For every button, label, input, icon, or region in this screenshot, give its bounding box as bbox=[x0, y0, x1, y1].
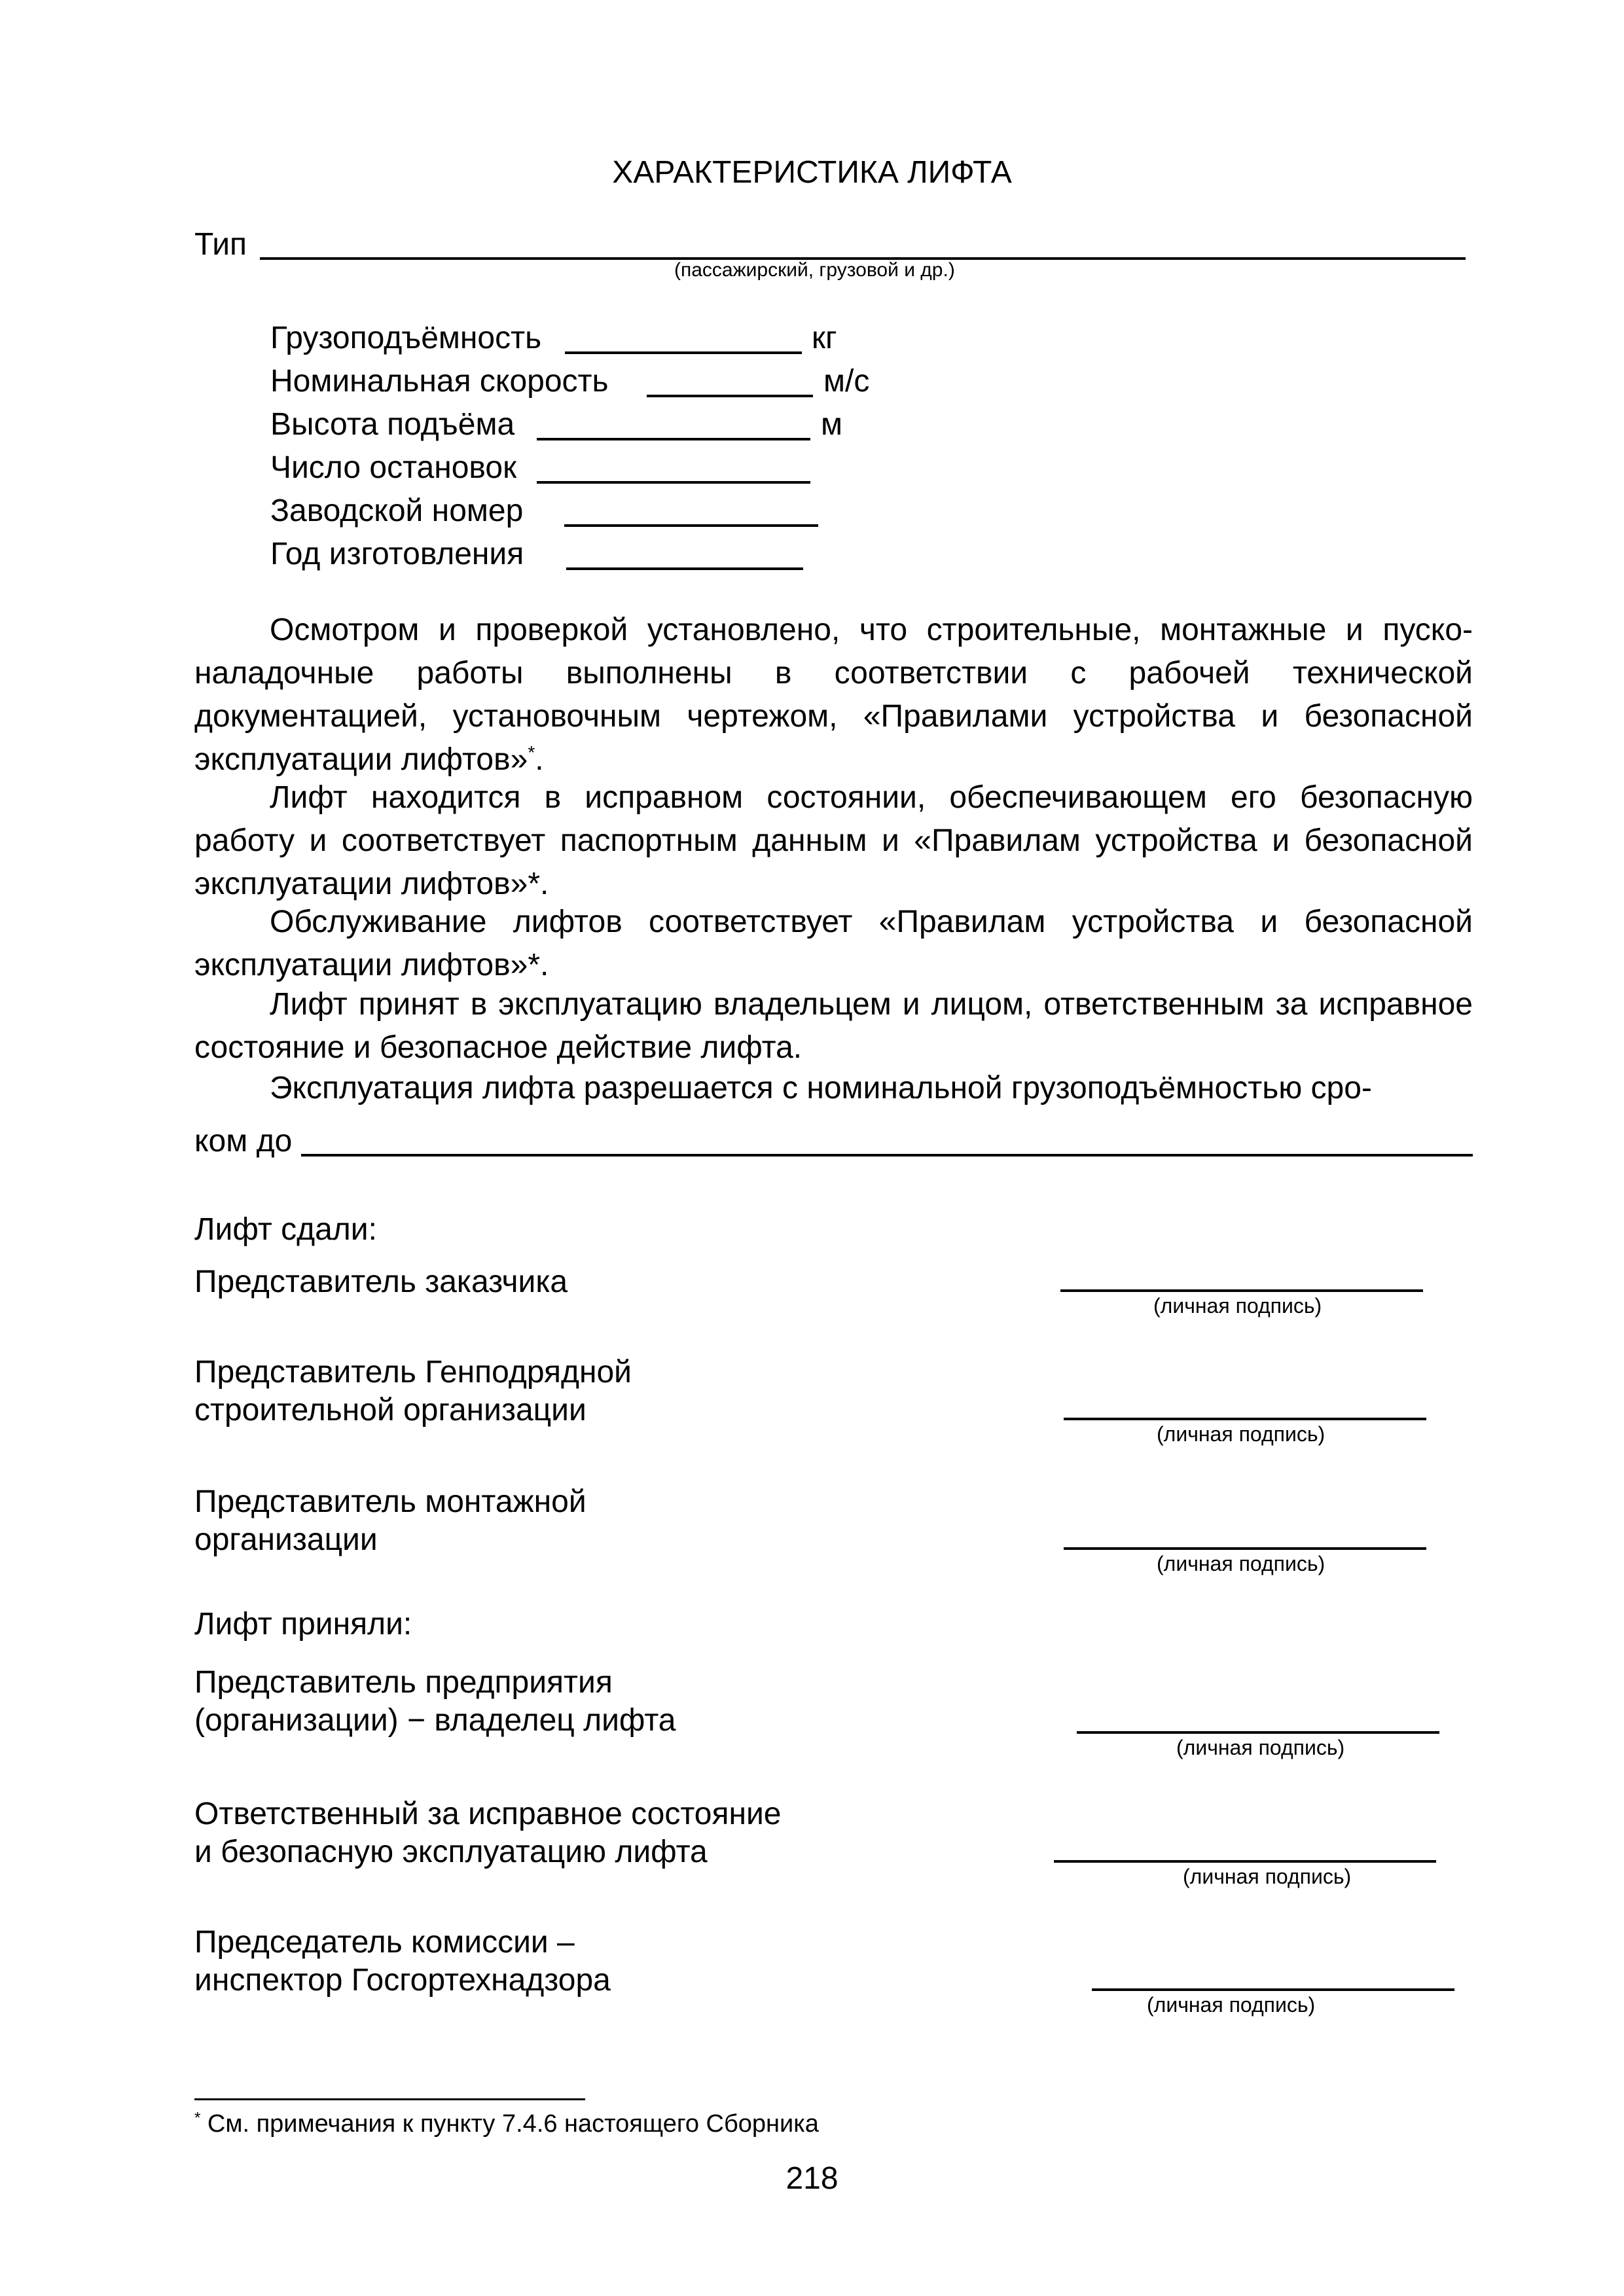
signature-caption: (личная подпись) bbox=[1183, 1865, 1352, 1888]
handed-over-title: Лифт сдали: bbox=[194, 1212, 377, 1247]
year-field-line[interactable] bbox=[566, 567, 803, 570]
capacity-label: Грузоподъёмность bbox=[270, 321, 542, 355]
signature-caption: (личная подпись) bbox=[1147, 1993, 1316, 2017]
speed-unit: м/с bbox=[823, 364, 870, 399]
commission-chair-line2: инспектор Госгортехнадзора bbox=[194, 1963, 611, 1998]
speed-field-line[interactable] bbox=[647, 395, 813, 397]
stops-label: Число остановок bbox=[270, 450, 517, 485]
accepted-title: Лифт приняли: bbox=[194, 1607, 412, 1641]
signature-line[interactable] bbox=[1054, 1860, 1436, 1863]
signature-caption: (личная подпись) bbox=[1153, 1294, 1322, 1318]
responsible-person: Ответственный за исправное состояние bbox=[194, 1797, 782, 1831]
serial-field-line[interactable] bbox=[564, 524, 818, 527]
rep-owner: Представитель предприятия bbox=[194, 1665, 613, 1700]
responsible-person-line2: и безопасную эксплуатацию лифта bbox=[194, 1835, 708, 1869]
capacity-unit: кг bbox=[812, 321, 837, 355]
speed-label: Номинальная скорость bbox=[270, 364, 609, 399]
type-label: Тип bbox=[194, 227, 247, 262]
rep-general-contractor-line2: строительной организации bbox=[194, 1393, 586, 1427]
paragraph-operation: Эксплуатация лифта разрешается с номинальной грузоподъёмностью сро- bbox=[270, 1071, 1372, 1105]
rep-customer: Представитель заказчика bbox=[194, 1265, 568, 1299]
term-label: ком до bbox=[194, 1124, 293, 1158]
signature-line[interactable] bbox=[1060, 1289, 1423, 1292]
term-field-line[interactable] bbox=[301, 1154, 1473, 1157]
signature-line[interactable] bbox=[1092, 1988, 1454, 1991]
rep-installer: Представитель монтажной bbox=[194, 1484, 586, 1519]
capacity-field-line[interactable] bbox=[565, 351, 802, 354]
signature-caption: (личная подпись) bbox=[1157, 1422, 1326, 1446]
serial-label: Заводской номер bbox=[270, 493, 524, 528]
page-number: 218 bbox=[785, 2161, 839, 2196]
stops-field-line[interactable] bbox=[537, 481, 810, 484]
footnote-text: См. примечания к пункту 7.4.6 настоящего Сборника bbox=[207, 2110, 819, 2138]
rep-owner-line2: (организации) − владелец лифта bbox=[194, 1703, 676, 1738]
signature-line[interactable] bbox=[1064, 1547, 1426, 1550]
height-unit: м bbox=[821, 407, 842, 442]
paragraph-acceptance: Лифт принят в эксплуатацию владельцем и лицом, ответственным за исправное состояние и безопасное действие лифта. bbox=[194, 987, 1473, 1065]
footnote-mark: * bbox=[194, 2109, 201, 2127]
paragraph-inspection: Осмотром и проверкой установлено, что строительные, монтажные и пуско-наладочные работы выполнены в соответствии с рабочей технической документацией, установочным чертежом, «Правилами устройства и безопасной эксплуатации лифтов»*. bbox=[194, 613, 1473, 777]
signature-line[interactable] bbox=[1064, 1418, 1426, 1420]
footnote bbox=[194, 2111, 819, 2136]
paragraph-maintenance: Обслуживание лифтов соответствует «Правилам устройства и безопасной эксплуатации лифтов»*. bbox=[194, 905, 1473, 982]
rep-installer-line2: организации bbox=[194, 1522, 378, 1557]
signature-caption: (личная подпись) bbox=[1157, 1552, 1326, 1575]
footnote-separator bbox=[194, 2098, 585, 2100]
page-title: ХАРАКТЕРИСТИКА ЛИФТА bbox=[612, 155, 1012, 190]
height-field-line[interactable] bbox=[537, 438, 810, 440]
signature-caption: (личная подпись) bbox=[1176, 1736, 1345, 1759]
year-label: Год изготовления bbox=[270, 537, 524, 571]
rep-general-contractor: Представитель Генподрядной bbox=[194, 1355, 632, 1390]
paragraph-condition: Лифт находится в исправном состоянии, обеспечивающем его безопасную работу и соответствует паспортным данным и «Правилам устройства и безопасной эксплуатации лифтов»*. bbox=[194, 780, 1473, 901]
height-label: Высота подъёма bbox=[270, 407, 515, 442]
type-hint: (пассажирский, грузовой и др.) bbox=[674, 259, 955, 281]
commission-chair: Председатель комиссии – bbox=[194, 1925, 575, 1960]
signature-line[interactable] bbox=[1077, 1731, 1439, 1734]
